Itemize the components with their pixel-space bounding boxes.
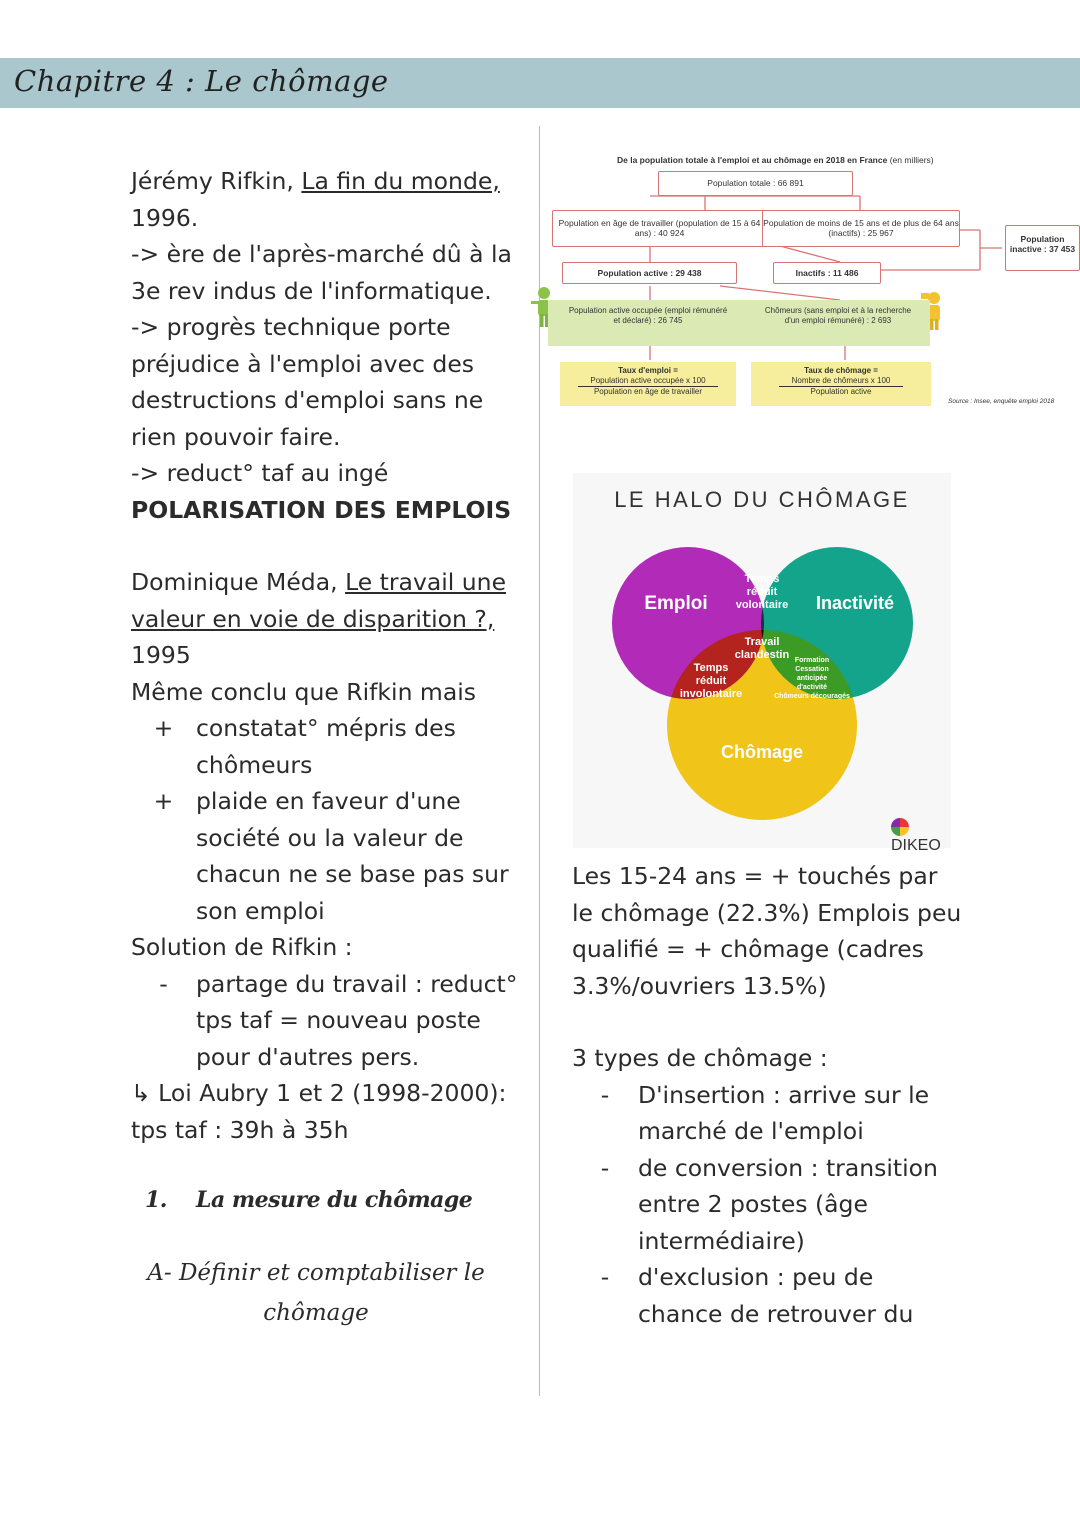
- employed-box: Population active occupée (emploi rémunéré et déclaré) : 26 745: [548, 300, 748, 346]
- working-age-box: Population en âge de travailler (population de 15 à 64 ans) : 40 924: [552, 210, 767, 247]
- formation-label: Formation Cessation anticipée d'activité Chômeurs découragés: [774, 657, 850, 700]
- diagram-title: De la population totale à l'emploi et au chômage en 2018 en France (en milliers): [617, 155, 934, 165]
- list-item: - partage du travail : reduct° tps taf = nouveau poste pour d'autres pers.: [159, 969, 518, 1071]
- note-2: -> progrès technique porte préjudice à l'emploi avec des destructions d'emploi sans ne rien pouvoir faire.: [131, 313, 484, 451]
- inactivite-label: Inactivité: [815, 593, 895, 613]
- inactive-total-box: Population inactive : 37 453: [1005, 225, 1080, 271]
- list-item: - D'insertion : arrive sur le marché de l'emploi: [600, 1080, 930, 1145]
- halo-diagram: [573, 473, 951, 854]
- employment-rate-box: Taux d'emploi = Population active occupée x 100 Population en âge de travailler: [560, 362, 736, 406]
- inactifs-box: Inactifs : 11 486: [773, 262, 881, 284]
- section-1-heading: 1. La mesure du chômage: [145, 1187, 473, 1213]
- dikeo-logo: DIKEO: [891, 818, 951, 855]
- right-column: [572, 858, 962, 1332]
- diagram-source: Source : Insee, enquête emploi 2018: [948, 398, 1055, 405]
- stats-text: Les 15-24 ans = + touchés par le chômage (22.3%) Emplois peu qualifié = + chômage (cadres 3.3%/ouvriers 13.5%): [572, 862, 962, 1000]
- temps-volontaire-label: Temps réduit volontaire: [735, 573, 789, 611]
- list-item: - d'exclusion : peu de chance de retrouver du: [600, 1263, 914, 1328]
- meda-reference: Dominique Méda, Le travail une valeur en voie de disparition ?, 1995: [131, 568, 507, 669]
- note-1: -> ère de l'après-marché dû à la 3e rev indus de l'informatique.: [131, 240, 512, 305]
- rifkin-reference: Jérémy Rifkin, La fin du monde, 1996.: [131, 167, 500, 232]
- travail-clandestin-label: Travail clandestin: [734, 636, 790, 661]
- emploi-label: Emploi: [644, 593, 708, 614]
- temps-involontaire-label: Temps réduit involontaire: [679, 662, 743, 700]
- active-population-box: Population active : 29 438: [562, 262, 737, 284]
- population-diagram: [530, 150, 1080, 415]
- chapter-title: Chapitre 4 : Le chômage: [14, 64, 389, 98]
- non-working-age-box: Population de moins de 15 ans et de plus de 64 ans (inactifs) : 25 967: [762, 210, 960, 247]
- meda-intro: Même conclu que Rifkin mais: [131, 677, 476, 706]
- note-3: -> reduct° taf au ingé: [131, 459, 389, 487]
- unemployment-rate-box: Taux de chômage = Nombre de chômeurs x 100 Population active: [751, 362, 931, 406]
- chapter-header: [0, 58, 1080, 108]
- halo-title: LE HALO DU CHÔMAGE: [614, 487, 910, 512]
- dikeo-logo-icon: [891, 818, 909, 836]
- list-item: - de conversion : transition entre 2 postes (âge intermédiaire): [600, 1153, 938, 1255]
- left-column: [131, 163, 521, 1333]
- unemployed-box: Chômeurs (sans emploi et à la recherche d'un emploi rémunéré) : 2 693: [746, 300, 930, 346]
- solution-title: Solution de Rifkin :: [131, 933, 353, 961]
- types-title: 3 types de chômage :: [572, 1044, 828, 1072]
- chomage-label: Chômage: [720, 742, 804, 762]
- list-item: + plaide en faveur d'une société ou la valeur de chacun ne se base pas sur son emploi: [153, 787, 509, 925]
- list-item: + constatat° mépris des chômeurs: [153, 714, 456, 779]
- polarisation-heading: POLARISATION DES EMPLOIS: [131, 495, 512, 524]
- venn-diagram: [573, 473, 951, 848]
- total-population-box: Population totale : 66 891: [658, 171, 853, 196]
- aubry-law: ↳ Loi Aubry 1 et 2 (1998-2000): tps taf : 39h à 35h: [131, 1079, 507, 1144]
- section-a-heading: A- Définir et comptabiliser le chômage: [147, 1259, 485, 1326]
